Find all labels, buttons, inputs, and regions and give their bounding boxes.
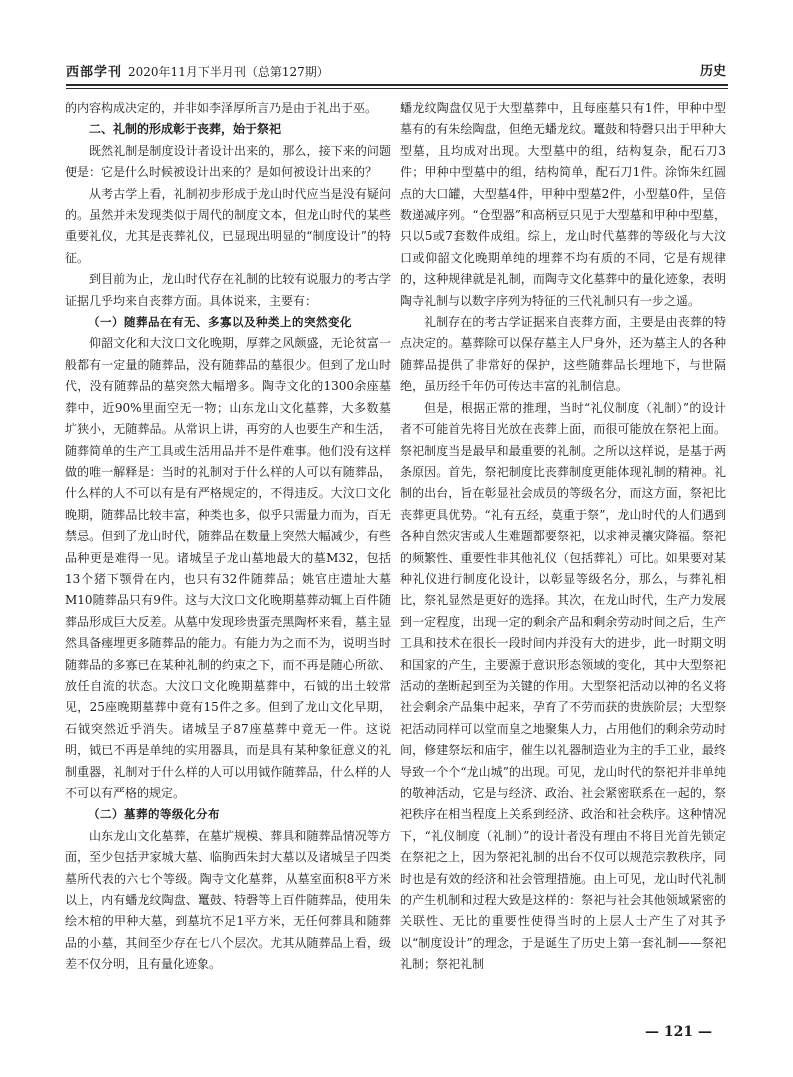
- paragraph: 仰韶文化和大汶口文化晚期，厚葬之风颇盛，无论贫富一般都有一定量的随葬品，没有随葬品的墓很少。但到了龙山时代，没有随葬品的墓突然大幅增多。陶寺文化的1300余座墓葬中，近90%里面空无一物；山东龙山文化墓葬，大多数墓圹狭小，无随葬品。从常识上讲，再穷的人也要生产和生活，随葬简单的生产工具或生活用品并不是件难事。他们没有这样做的唯一解释是：当时的礼制对于什么样的人可以有随葬品，什么样的人不可以有是有严格规定的，不得违反。大汶口文化晚期，随葬品比较丰富，种类也多，似乎只需量力而为，百无禁忌。但到了龙山时代，随葬品在数量上突然大幅减少，有些品种更是难得一见。诸城呈子龙山墓地最大的墓M32，包括13个猪下颚骨在内，也只有32件随葬品；姚官庄遗址大墓M10随葬品只有9件。这与大汶口文化晚期墓葬动辄上百件随葬品形成巨大反差。从墓中发现珍贵蛋壳黑陶杯来看，墓主显然具备瘗埋更多随葬品的能力。有能力为之而不为，说明当时随葬品的多寡已在某种礼制的约束之下，而不再是随心所欲、放任自流的状态。大汶口文化晚期墓葬中，石钺的出土较常见，25座晚期墓葬中竟有15件之多。但到了龙山文化早期，石钺突然近乎消失。诸城呈子87座墓葬中竟无一件。这说明，钺已不再是单纯的实用器具，而是具有某种象征意义的礼制重器，礼制对于什么样的人可以用钺作随葬品，什么样的人不可以有严格的规定。: [65, 336, 391, 800]
- journal-logo: 西部学刊: [66, 65, 123, 80]
- paragraph: 但是，根据正常的推理，当时“礼仪制度（礼制）”的设计者不可能首先将目光放在丧葬上面，而很可能放在祭祀上面。祭祀制度当是最早和最重要的礼制。之所以这样说，是基于两条原因。首先，祭祀制度比丧葬制度更能体现礼制的精神。礼制的出台，旨在彰显社会成员的等级名分，而这方面，祭祀比丧葬更具优势。“礼有五经，莫重于祭”，龙山时代的人们遇到各种自然灾害或人生难题都要祭祀，以求神灵禳灾降福。祭祀的频繁性、重要性非其他礼仪（包括葬礼）可比。如果要对某种礼仪进行制度化设计，以彰显等级名分，那么，与葬礼相比，祭礼显然是更好的选择。其次，在龙山时代，生产力发展到一定程度，出现一定的剩余产品和剩余劳动时间之后，生产工具和技术在很长一段时间内并没有大的进步，此一时期文明和国家的产生，主要源于意识形态领域的变化，其中大型祭祀活动的垄断起到至为关键的作用。大型祭祀活动以神的名义将社会剩余产品集中起来，孕育了不劳而获的贵族阶层；大型祭祀活动同样可以堂而皇之地聚集人力，占用他们的剩余劳动时间，修建祭坛和庙宇，催生以礼器制造业为主的手工业，最终导致一个个“龙山城”的出现。可见，龙山时代的祭祀并非单纯的敬神活动，它是与经济、政治、社会紧密联系在一起的，祭祀秩序在相当程度上关系到经济、政治和社会秩序。这种情况下，“礼仪制度（礼制）”的设计者没有理由不将目光首先锁定在祭祀之上，因为祭祀礼制的出台不仅可以规范宗教秩序，同时也是有效的经济和社会管理措施。由上可见，龙山时代礼制的产生机制和过程大致是这样的：祭祀与社会其他领域紧密的关联性、无比的重要性使得当时的上层人士产生了对其予以“制度设计”的理念，于是诞生了历史上第一套礼制——祭祀礼制；祭祀礼制: [400, 400, 726, 972]
- subsection-heading: （一）随葬品在有无、多寡以及种类上的突然变化: [88, 315, 352, 330]
- left-column: [65, 98, 391, 976]
- journal-info: [66, 61, 329, 80]
- paragraph: 到目前为止，龙山时代存在礼制的比较有说服力的考古学证据几乎均来自丧葬方面。具体说来，主要有：: [65, 272, 391, 308]
- paragraph: 既然礼制是制度设计者设计出来的，那么，接下来的问题便是：它是什么时候被设计出来的？是如何被设计出来的？: [65, 143, 391, 180]
- issue-info: 2020年11月下半月刊（总第127期）: [128, 65, 329, 79]
- paragraph-continued: 蟠龙纹陶盘仅见于大型墓葬中，且每座墓只有1件，甲种中型墓有的有朱绘陶盘，但绝无蟠龙纹。鼍鼓和特磬只出于甲种大型墓，且均成对出现。大型墓中的组，结构复杂，配石刀3件；甲种中型墓中的组，结构简单，配石刀1件。涂饰朱红圆点的大口罐，大型墓4件，甲种中型墓2件，小型墓0件，呈倍数递减序列。“仓型器”和高柄豆只见于大型墓和甲种中型墓，只以5或7套数件成组。综上，龙山时代墓葬的等级化与大汶口或仰韶文化晚期单纯的埋葬不均有质的不同，它是有规律的，这种规律就是礼制，而陶寺文化墓葬中的量化迹象，表明陶寺礼制与以数字序列为特征的三代礼制只有一步之遥。: [400, 101, 726, 308]
- page-header: [66, 57, 728, 83]
- paragraph: 从考古学上看，礼制初步形成于龙山时代应当是没有疑问的。虽然并未发现类似于周代的制度文本，但龙山时代的某些重要礼仪，尤其是丧葬礼仪，已显现出明显的“制度设计”的特征。: [65, 186, 391, 265]
- subsection-heading: （二）墓葬的等级化分布: [88, 807, 220, 822]
- header-rule-thin: [66, 88, 728, 89]
- paragraph: 山东龙山文化墓葬，在墓圹规模、葬具和随葬品情况等方面，至少包括尹家城大墓、临朐西朱封大墓以及诸城呈子四类墓所代表的六七个等级。陶寺文化墓葬，从墓室面积8平方米以上，内有蟠龙纹陶盘、鼍鼓、特磬等上百件随葬品，使用朱绘木棺的甲种大墓，到墓坑不足1平方米，无任何葬具和随葬品的小墓，其间至少存在七八个层次。尤其从随葬品上看，级差不仅分明，且有量化迹象。: [65, 828, 391, 972]
- page-number: — 121 —: [645, 1024, 712, 1040]
- section-label: 历史: [699, 64, 726, 79]
- paragraph-continued: 的内容构成决定的，并非如李泽厚所言乃是由于礼出于巫。: [65, 101, 378, 115]
- right-column: [400, 98, 726, 976]
- header-rule: [66, 84, 728, 86]
- section-heading: 二、礼制的形成彰于丧葬，始于祭祀: [89, 122, 282, 137]
- paragraph: 礼制存在的考古学证据来自丧葬方面，主要是由丧葬的特点决定的。墓葬除可以保存墓主人尸身外，还为墓主人的各种随葬品提供了非常好的保护，这些随葬品长埋地下，与世隔绝，虽历经千年仍可传达丰富的礼制信息。: [400, 315, 726, 394]
